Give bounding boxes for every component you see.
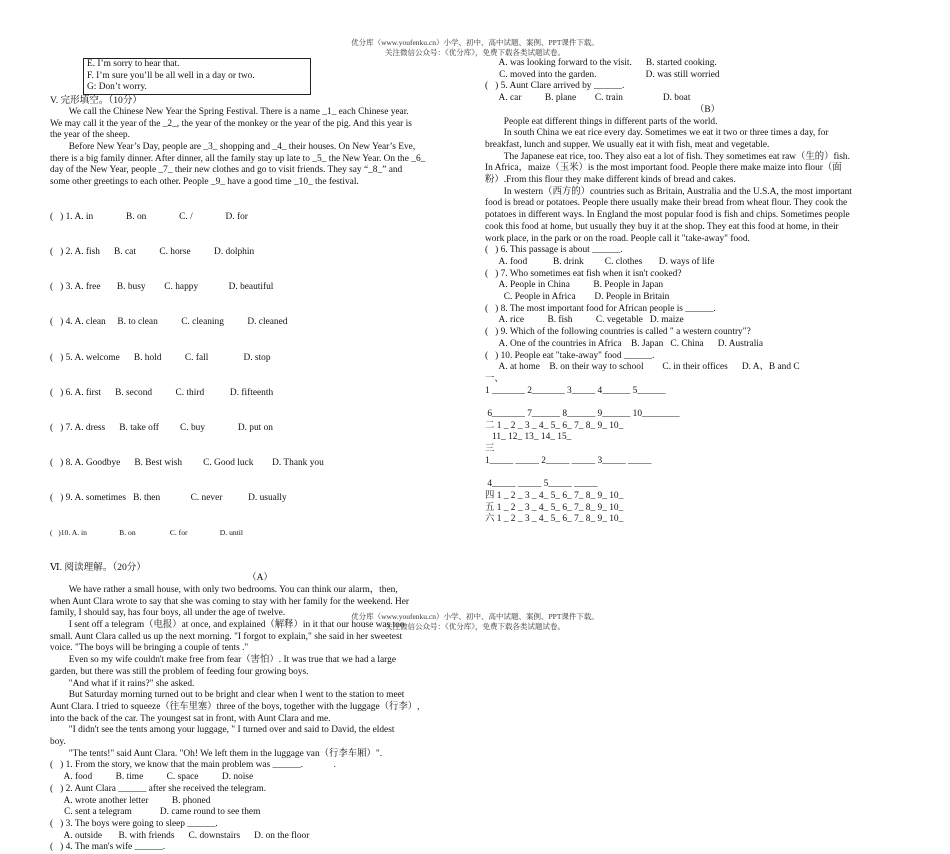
passage-a-label: （A） <box>247 573 273 584</box>
passage-line: In western（西方的）countries such as Britain, Australia and the U.S.A, the most important <box>503 186 852 197</box>
passage-line: But Saturday morning turned out to be bright and clear when I went to the station to meet <box>68 690 405 701</box>
passage-line: "And what if it rains?" she asked. <box>68 678 195 689</box>
cloze-line: day of the New Year, people _7_ their new clothes and go to visit friends. They say “_8_” and <box>50 165 403 176</box>
passage-a-questions <box>50 760 470 854</box>
reading-question: ( ) 6. This passage is about ______. <box>485 245 623 256</box>
reading-question: ( ) 5. Aunt Clare arrived by ______. <box>485 81 625 92</box>
passage-line: "The tents!" said Aunt Clara. "Oh! We left them in the luggage van（行李车厢）". <box>68 748 383 759</box>
box-option-e: E. I’m sorry to hear that. <box>87 59 180 69</box>
cloze-line: the year of the sheep. <box>50 130 130 141</box>
cloze-paragraph-1 <box>50 107 470 142</box>
cloze-line: We call the Chinese New Year the Spring Festival. There is a name _1_ each Chinese year. <box>68 106 409 117</box>
header-line-2: 关注微信公众号：《优分库》，免费下载各类试题试卷。 <box>385 48 565 57</box>
answer-line: 1 _______ 2_______ 3_____ 4______ 5______ <box>485 385 666 396</box>
left-column <box>50 58 470 854</box>
passage-line: In south China we eat rice every day. Sometimes we eat it two or three times a day, for <box>503 128 829 139</box>
reading-options: A. rice B. fish C. vegetable D. maize <box>485 315 684 326</box>
cloze-question: ( ) 9. A. sometimes B. then C. never D. usually <box>50 493 287 504</box>
answer-line: 四 1 _ 2 _ 3 _ 4_ 5_ 6_ 7_ 8_ 9_ 10_ <box>485 490 624 501</box>
passage-line: family, I should say, has four boys, all under the age of twelve. <box>50 608 286 619</box>
reading-options: A. food B. time C. space D. noise <box>50 772 254 783</box>
passage-line: potatoes in different ways. In England the most popular food is fish and chips. Sometimes people <box>485 210 850 221</box>
header-line-1: 优分库（www.youfenku.cn）小学、初中、高中试题、案例、PPT课件下载。 <box>351 38 599 47</box>
passage-line: Even so my wife couldn't make free from fear（害怕）. It was true that we had a large <box>68 655 396 666</box>
section-5-title: V. 完形填空。（10分） <box>50 95 143 107</box>
footer-line-2: 关注微信公众号：《优分库》，免费下载各类试题试卷。 <box>385 622 565 631</box>
cloze-question: ( ) 4. A. clean B. to clean C. cleaning D. cleaned <box>50 317 288 328</box>
section-6-title: Ⅵ. 阅读理解。（20分） <box>50 561 146 573</box>
passage-line: into the back of the car. The youngest sat in front, with Aunt Clara and me. <box>50 713 331 724</box>
cloze-line: some other greetings to each other. People _9_ have a good time _10_ the festival. <box>50 177 359 188</box>
reading-options: A. was looking forward to the visit. B. started cooking. <box>485 58 717 68</box>
cloze-question: ( ) 3. A. free B. busy C. happy D. beautiful <box>50 282 274 293</box>
answer-sheet <box>485 374 895 526</box>
passage-line: "I didn't see the tents among your luggage, " I turned over and said to David, the eldest <box>68 725 395 736</box>
reading-options: A. outside B. with friends C. downstairs D. on the floor <box>50 830 310 841</box>
reading-question: ( ) 9. Which of the following countries is called " a western country"? <box>485 327 751 338</box>
passage-b-questions <box>485 245 895 374</box>
cloze-line: there is a big family dinner. After dinner, all the family stay up late to _5_ the New Year. On the _6_ <box>50 153 426 164</box>
reading-question: ( ) 4. The man's wife ______. <box>50 842 166 853</box>
cloze-question: ( ) 7. A. dress B. take off C. buy D. put on <box>50 422 273 433</box>
passage-line: boy. <box>50 737 66 748</box>
answer-line: 一、 <box>485 373 504 384</box>
reading-question: ( ) 8. The most important food for African people is ______. <box>485 303 716 314</box>
cloze-line: Before New Year’s Day, people are _3_ shopping and _4_ their houses. On New Year’s Eve, <box>68 141 416 152</box>
answer-line: 4_____ _____ 5_____ _____ <box>485 479 598 490</box>
right-column <box>485 58 895 526</box>
box-option-g: G: Don’t worry. <box>87 82 147 93</box>
passage-line: work place, in the park or on the road. People call it "take-away" food. <box>485 233 750 244</box>
answer-line: 二 1 _ 2 _ 3 _ 4_ 5_ 6_ 7_ 8_ 9_ 10_ <box>485 420 624 431</box>
passage-b <box>485 117 895 246</box>
cloze-options <box>50 189 470 562</box>
answer-line: 1_____ _____ 2_____ _____ 3_____ _____ <box>485 455 652 466</box>
passage-line: when Aunt Clara wrote to say that she was coming to stay with her family for the weekend. Her <box>50 596 410 607</box>
passage-line: In Africa，maize（玉米）is the most important food. People there make maize into flour（面 <box>485 163 842 174</box>
cloze-question: ( ) 5. A. welcome B. hold C. fall D. stop <box>50 352 271 363</box>
answer-line: 六 1 _ 2 _ 3 _ 4_ 5_ 6_ 7_ 8_ 9_ 10_ <box>485 514 624 525</box>
reading-options: A. wrote another letter B. phoned <box>50 795 211 806</box>
cloze-question: ( )10. A. in B. on C. for D. until <box>50 528 244 538</box>
answer-line: 五 1 _ 2 _ 3 _ 4_ 5_ 6_ 7_ 8_ 9_ 10_ <box>485 502 624 513</box>
passage-line: Aunt Clara. I tried to squeeze（往车里塞）three of the boys, together with the luggage（行李）, <box>50 701 420 712</box>
cloze-question: ( ) 8. A. Goodbye B. Best wish C. Good luck D. Thank you <box>50 457 324 468</box>
passage-line: The Japanese eat rice, too. They also eat a lot of fish. They sometimes eat raw（生的）fish. <box>503 151 850 162</box>
passage-line: garden, but there was still the problem of feeding four growing boys. <box>50 666 309 677</box>
page-header <box>0 38 950 58</box>
footer-line-1: 优分库（www.youfenku.cn）小学、初中、高中试题、案例、PPT课件下载。 <box>351 612 599 621</box>
cloze-question: ( ) 2. A. fish B. cat C. horse D. dolphin <box>50 247 255 258</box>
passage-line: voice. "The boys will be bringing a couple of tents ." <box>50 643 249 654</box>
passage-b-label: （B） <box>695 104 721 115</box>
cloze-line: We may call it the year of the _2_, the year of the monkey or the year of the pig. And this year is <box>50 118 412 129</box>
answer-line: 6_______ 7______ 8______ 9______ 10________ <box>485 409 680 420</box>
passage-line: food is bread or potatoes. People there usually make their bread from wheat flour. They cook the <box>485 198 848 209</box>
cloze-question: ( ) 1. A. in B. on C. / D. for <box>50 212 248 223</box>
box-option-f: F. I’m sure you’ll be all well in a day or two. <box>87 70 255 81</box>
page-footer <box>0 612 950 632</box>
reading-options: A. at home B. on their way to school C. in their offices D. A、B and C <box>485 362 800 373</box>
passage-line: I sent off a telegram（电报）at once, and explained（解释）in it that our house was too <box>68 620 405 631</box>
passage-line: small. Aunt Clara called us up the next morning. "I forgot to explain," she said in her sweetest <box>50 631 403 642</box>
reading-options: C. People in Africa D. People in Britain <box>485 292 670 303</box>
reading-question: ( ) 7. Who sometimes eat fish when it isn't cooked? <box>485 268 682 279</box>
reading-question: ( ) 2. Aunt Clara ______ after she received the telegram. <box>50 783 267 794</box>
reading-options: C. moved into the garden. D. was still worried <box>485 69 720 80</box>
answer-line <box>485 468 895 480</box>
reading-question: ( ) 1. From the story, we know that the main problem was ______. . <box>50 760 336 771</box>
options-box <box>83 58 311 95</box>
answer-line: 11_ 12_ 13_ 14_ 15_ <box>485 432 572 443</box>
reading-options: A. One of the countries in Africa B. Japan C. China D. Australia <box>485 338 764 349</box>
passage-line: We have rather a small house, with only two bedrooms. You can think our alarm，then, <box>68 584 398 595</box>
reading-question: ( ) 3. The boys were going to sleep ______. <box>50 819 218 829</box>
cloze-paragraph-2 <box>50 142 470 189</box>
reading-options: C. sent a telegram D. came round to see them <box>50 807 261 818</box>
reading-options: A. food B. drink C. clothes D. ways of life <box>485 256 715 267</box>
reading-options: A. People in China B. People in Japan <box>485 280 664 291</box>
passage-line: People eat different things in different parts of the world. <box>503 116 718 127</box>
answer-line: 三 <box>485 444 495 455</box>
cloze-question: ( ) 6. A. first B. second C. third D. fifteenth <box>50 387 274 398</box>
reading-options: A. car B. plane C. train D. boat <box>485 93 691 104</box>
passage-line: 粉）.From this flour they make different kinds of bread and cakes. <box>485 175 736 186</box>
reading-question: ( ) 10. People eat "take-away" food ______. <box>485 350 655 361</box>
passage-line: cook this food at home, but usually they buy it at the shop. They eat this food at home, in their <box>485 221 839 232</box>
passage-line: breakfast, lunch and supper. We usually eat it with fish, meat and vegetable. <box>485 139 770 150</box>
answer-line <box>485 397 895 409</box>
